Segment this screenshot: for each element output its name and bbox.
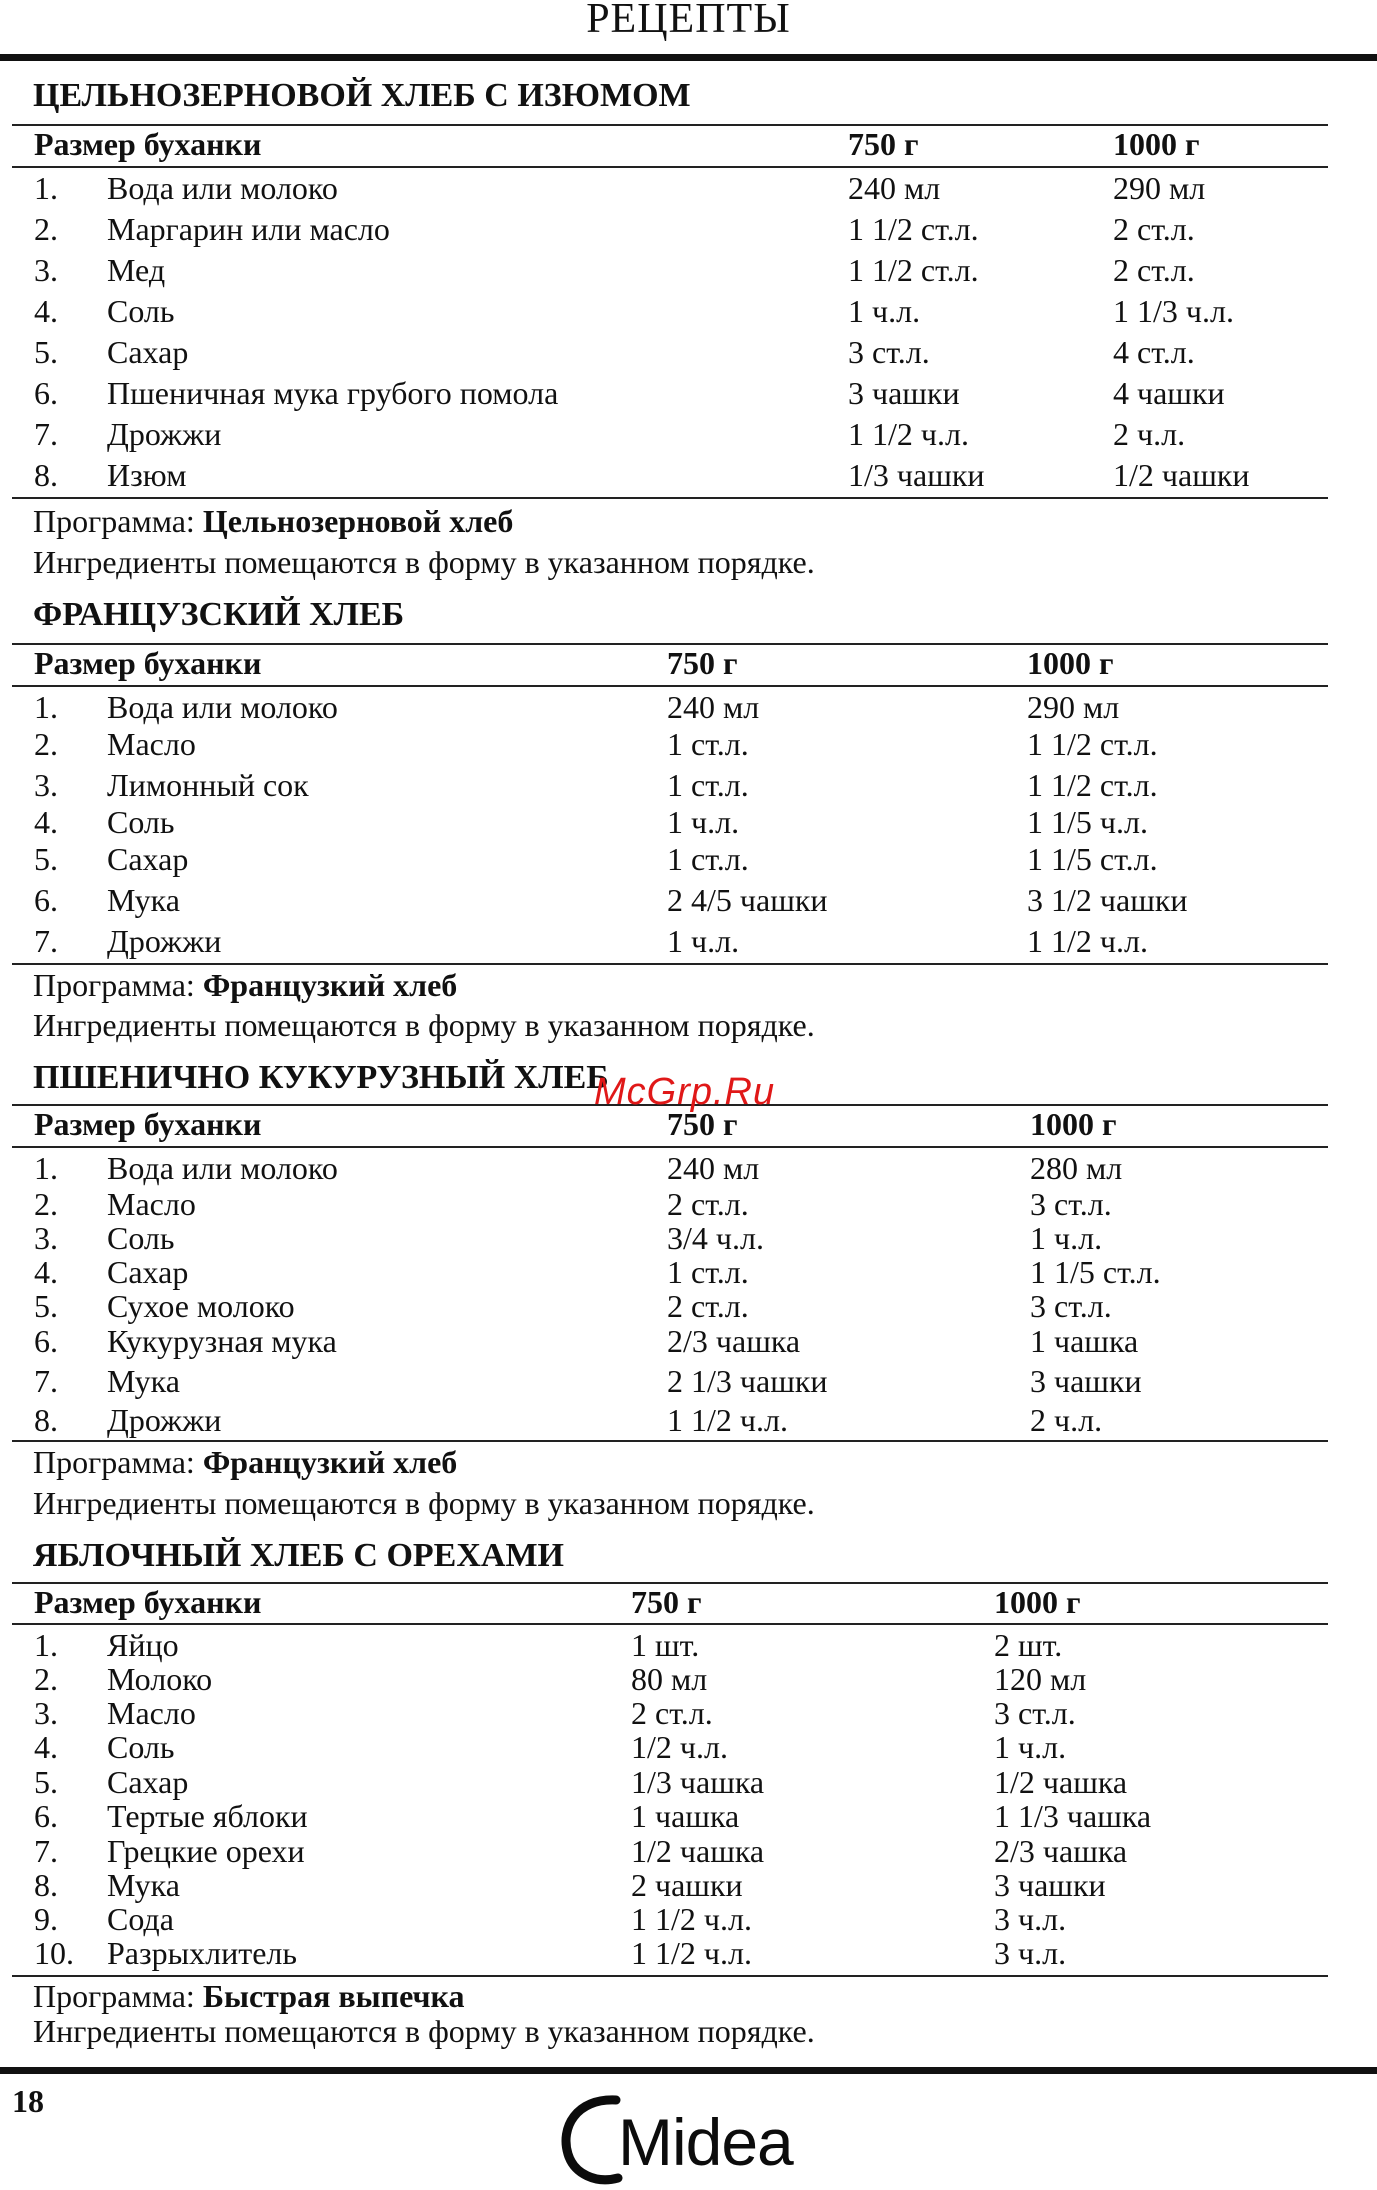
ingredient-name: Масло xyxy=(107,726,196,762)
ingredient-number: 7. xyxy=(34,923,58,959)
ingredient-name: Тертые яблоки xyxy=(107,1798,308,1834)
header-1000g: 1000 г xyxy=(1113,126,1200,162)
header-size-label: Размер буханки xyxy=(34,126,262,162)
ingredient-row xyxy=(0,1150,1377,1186)
amount-1000g: 2 шт. xyxy=(994,1627,1063,1663)
ingredient-row xyxy=(0,416,1377,452)
amount-1000g: 1 1/5 ст.л. xyxy=(1030,1254,1161,1290)
ingredients-note: Ингредиенты помещаются в форму в указанном порядке. xyxy=(33,1007,815,1043)
ingredient-number: 1. xyxy=(34,1150,58,1186)
ingredient-name: Дрожжи xyxy=(107,1402,222,1438)
table-rule xyxy=(12,1440,1328,1442)
ingredient-name: Сухое молоко xyxy=(107,1288,295,1324)
recipe-title: ЦЕЛЬНОЗЕРНОВОЙ ХЛЕБ С ИЗЮМОМ xyxy=(33,77,691,114)
ingredient-row xyxy=(0,211,1377,247)
ingredient-name: Масло xyxy=(107,1695,196,1731)
recipe-title: ЯБЛОЧНЫЙ ХЛЕБ С ОРЕХАМИ xyxy=(33,1537,564,1574)
ingredient-name: Лимонный сок xyxy=(107,767,309,803)
amount-1000g: 120 мл xyxy=(994,1661,1087,1697)
ingredient-row xyxy=(0,1186,1377,1222)
header-750g: 750 г xyxy=(667,645,738,681)
amount-1000g: 3 ст.л. xyxy=(994,1695,1076,1731)
amount-1000g: 2 ст.л. xyxy=(1113,211,1195,247)
ingredient-row xyxy=(0,726,1377,762)
ingredient-number: 5. xyxy=(34,334,58,370)
program-label: Программа: xyxy=(33,967,195,1003)
bottom-divider xyxy=(0,2067,1377,2074)
ingredient-row xyxy=(0,334,1377,370)
ingredient-name: Соль xyxy=(107,804,175,840)
ingredient-number: 3. xyxy=(34,252,58,288)
recipe-title: ФРАНЦУЗСКИЙ ХЛЕБ xyxy=(33,596,405,633)
ingredient-name: Вода или молоко xyxy=(107,689,338,725)
program-line xyxy=(33,966,457,1004)
ingredient-name: Дрожжи xyxy=(107,416,222,452)
ingredient-row xyxy=(0,1729,1377,1765)
ingredient-number: 8. xyxy=(34,1402,58,1438)
program-name: Французкий хлеб xyxy=(202,1444,458,1480)
amount-1000g: 4 ст.л. xyxy=(1113,334,1195,370)
table-rule xyxy=(12,166,1328,168)
ingredient-number: 5. xyxy=(34,1288,58,1324)
ingredient-row xyxy=(0,1363,1377,1399)
ingredient-name: Сахар xyxy=(107,334,189,370)
ingredient-row xyxy=(0,882,1377,918)
header-size-label: Размер буханки xyxy=(34,645,262,681)
ingredient-number: 10. xyxy=(34,1935,74,1971)
ingredient-name: Грецкие орехи xyxy=(107,1833,305,1869)
ingredient-number: 3. xyxy=(34,1695,58,1731)
amount-1000g: 3 ст.л. xyxy=(1030,1288,1112,1324)
amount-1000g: 2 ст.л. xyxy=(1113,252,1195,288)
amount-1000g: 1/2 чашка xyxy=(994,1764,1128,1800)
ingredient-number: 6. xyxy=(34,882,58,918)
midea-logo xyxy=(556,2088,816,2188)
table-rule xyxy=(12,1146,1328,1148)
ingredient-number: 8. xyxy=(34,457,58,493)
ingredient-name: Вода или молоко xyxy=(107,170,338,206)
ingredient-number: 6. xyxy=(34,1323,58,1359)
ingredient-row xyxy=(0,841,1377,877)
header-750g: 750 г xyxy=(667,1106,738,1142)
ingredient-row xyxy=(0,804,1377,840)
amount-750g: 1 1/2 ч.л. xyxy=(631,1901,752,1937)
ingredient-name: Кукурузная мука xyxy=(107,1323,337,1359)
amount-1000g: 2 ч.л. xyxy=(1030,1402,1103,1438)
ingredient-row xyxy=(0,1867,1377,1903)
amount-750g: 1/3 чашки xyxy=(848,457,985,493)
ingredient-number: 1. xyxy=(34,170,58,206)
ingredient-number: 1. xyxy=(34,1627,58,1663)
ingredient-row xyxy=(0,1323,1377,1359)
ingredient-row xyxy=(0,1254,1377,1290)
amount-750g: 2 1/3 чашки xyxy=(667,1363,828,1399)
table-rule xyxy=(12,685,1328,687)
amount-1000g: 1 ч.л. xyxy=(1030,1220,1103,1256)
amount-1000g: 3 ч.л. xyxy=(994,1901,1067,1937)
ingredient-row xyxy=(0,375,1377,411)
header-size-label: Размер буханки xyxy=(34,1584,262,1620)
ingredient-number: 2. xyxy=(34,1186,58,1222)
ingredient-number: 7. xyxy=(34,416,58,452)
ingredients-note: Ингредиенты помещаются в форму в указанном порядке. xyxy=(33,544,815,580)
amount-750g: 1 чашка xyxy=(631,1798,740,1834)
ingredient-row xyxy=(0,689,1377,725)
ingredient-name: Мука xyxy=(107,1867,180,1903)
ingredient-row xyxy=(0,1833,1377,1869)
program-name: Быстрая выпечка xyxy=(202,1978,465,2014)
amount-1000g: 3 1/2 чашки xyxy=(1027,882,1188,918)
ingredients-note: Ингредиенты помещаются в форму в указанном порядке. xyxy=(33,1485,815,1521)
recipe-title: ПШЕНИЧНО КУКУРУЗНЫЙ ХЛЕБ xyxy=(33,1059,609,1096)
amount-750g: 1 ст.л. xyxy=(667,1254,749,1290)
amount-750g: 1 ст.л. xyxy=(667,767,749,803)
amount-750g: 1 ст.л. xyxy=(667,726,749,762)
amount-750g: 1 ч.л. xyxy=(667,923,740,959)
amount-750g: 2 4/5 чашки xyxy=(667,882,828,918)
ingredient-name: Сахар xyxy=(107,1764,189,1800)
ingredient-number: 2. xyxy=(34,726,58,762)
ingredients-note: Ингредиенты помещаются в форму в указанном порядке. xyxy=(33,2013,815,2049)
ingredient-row xyxy=(0,293,1377,329)
ingredient-number: 7. xyxy=(34,1363,58,1399)
amount-1000g: 1 чашка xyxy=(1030,1323,1139,1359)
ingredient-row xyxy=(0,1627,1377,1663)
amount-1000g: 1 1/5 ч.л. xyxy=(1027,804,1148,840)
ingredient-name: Вода или молоко xyxy=(107,1150,338,1186)
ingredient-number: 9. xyxy=(34,1901,58,1937)
ingredient-number: 4. xyxy=(34,293,58,329)
amount-750g: 2/3 чашка xyxy=(667,1323,801,1359)
header-1000g: 1000 г xyxy=(994,1584,1081,1620)
amount-1000g: 1 1/3 чашка xyxy=(994,1798,1152,1834)
amount-750g: 1 1/2 ст.л. xyxy=(848,211,979,247)
amount-750g: 2 чашки xyxy=(631,1867,743,1903)
amount-1000g: 290 мл xyxy=(1027,689,1120,725)
ingredient-row xyxy=(0,170,1377,206)
ingredient-number: 6. xyxy=(34,1798,58,1834)
ingredient-name: Мука xyxy=(107,1363,180,1399)
amount-1000g: 3 чашки xyxy=(1030,1363,1142,1399)
amount-750g: 1/3 чашка xyxy=(631,1764,765,1800)
amount-750g: 1 1/2 ст.л. xyxy=(848,252,979,288)
ingredient-number: 8. xyxy=(34,1867,58,1903)
ingredient-number: 3. xyxy=(34,1220,58,1256)
amount-750g: 1 1/2 ч.л. xyxy=(667,1402,788,1438)
amount-750g: 240 мл xyxy=(848,170,941,206)
amount-1000g: 2/3 чашка xyxy=(994,1833,1128,1869)
ingredient-row xyxy=(0,1402,1377,1438)
ingredient-row xyxy=(0,1661,1377,1697)
amount-750g: 1/2 ч.л. xyxy=(631,1729,728,1765)
program-name: Французкий хлеб xyxy=(202,967,458,1003)
ingredient-row xyxy=(0,923,1377,959)
amount-750g: 2 ст.л. xyxy=(631,1695,713,1731)
ingredient-name: Сахар xyxy=(107,841,189,877)
ingredient-row xyxy=(0,1764,1377,1800)
amount-750g: 240 мл xyxy=(667,689,760,725)
header-750g: 750 г xyxy=(848,126,919,162)
ingredient-name: Разрыхлитель xyxy=(107,1935,297,1971)
ingredient-number: 3. xyxy=(34,767,58,803)
amount-1000g: 1 1/2 ст.л. xyxy=(1027,767,1158,803)
amount-750g: 2 ст.л. xyxy=(667,1186,749,1222)
amount-1000g: 3 чашки xyxy=(994,1867,1106,1903)
amount-1000g: 1 1/2 ст.л. xyxy=(1027,726,1158,762)
ingredient-name: Молоко xyxy=(107,1661,213,1697)
ingredient-number: 4. xyxy=(34,804,58,840)
ingredient-row xyxy=(0,1288,1377,1324)
amount-1000g: 290 мл xyxy=(1113,170,1206,206)
amount-1000g: 2 ч.л. xyxy=(1113,416,1186,452)
amount-750g: 3 ст.л. xyxy=(848,334,930,370)
ingredient-name: Сахар xyxy=(107,1254,189,1290)
ingredient-name: Пшеничная мука грубого помола xyxy=(107,375,559,411)
ingredient-number: 2. xyxy=(34,211,58,247)
ingredient-name: Соль xyxy=(107,293,175,329)
amount-750g: 1 1/2 ч.л. xyxy=(631,1935,752,1971)
amount-750g: 3/4 ч.л. xyxy=(667,1220,764,1256)
page-title: РЕЦЕПТЫ xyxy=(586,0,791,42)
program-line xyxy=(33,1443,457,1481)
ingredient-row xyxy=(0,252,1377,288)
table-rule xyxy=(12,1623,1328,1625)
ingredient-number: 2. xyxy=(34,1661,58,1697)
header-750g: 750 г xyxy=(631,1584,702,1620)
amount-1000g: 3 ч.л. xyxy=(994,1935,1067,1971)
watermark: McGrp.Ru xyxy=(594,1071,776,1113)
amount-1000g: 1 1/2 ч.л. xyxy=(1027,923,1148,959)
ingredient-name: Соль xyxy=(107,1729,175,1765)
ingredient-name: Масло xyxy=(107,1186,196,1222)
header-1000g: 1000 г xyxy=(1030,1106,1117,1142)
ingredient-name: Дрожжи xyxy=(107,923,222,959)
amount-1000g: 1/2 чашки xyxy=(1113,457,1250,493)
amount-1000g: 3 ст.л. xyxy=(1030,1186,1112,1222)
program-label: Программа: xyxy=(33,1444,195,1480)
amount-750g: 1 шт. xyxy=(631,1627,700,1663)
amount-750g: 1/2 чашка xyxy=(631,1833,765,1869)
ingredient-row xyxy=(0,1935,1377,1971)
ingredient-row xyxy=(0,1220,1377,1256)
ingredient-number: 4. xyxy=(34,1729,58,1765)
amount-1000g: 280 мл xyxy=(1030,1150,1123,1186)
header-size-label: Размер буханки xyxy=(34,1106,262,1142)
ingredient-name: Изюм xyxy=(107,457,187,493)
logo-wordmark: Midea xyxy=(618,2105,793,2179)
amount-750g: 240 мл xyxy=(667,1150,760,1186)
program-label: Программа: xyxy=(33,1978,195,2014)
ingredient-name: Мед xyxy=(107,252,166,288)
program-name: Цельнозерновой хлеб xyxy=(202,503,514,539)
ingredient-row xyxy=(0,767,1377,803)
ingredient-number: 1. xyxy=(34,689,58,725)
amount-750g: 1 ч.л. xyxy=(667,804,740,840)
ingredient-number: 5. xyxy=(34,1764,58,1800)
program-line xyxy=(33,1977,464,2015)
ingredient-number: 6. xyxy=(34,375,58,411)
ingredient-row xyxy=(0,457,1377,493)
ingredient-number: 5. xyxy=(34,841,58,877)
ingredient-row xyxy=(0,1798,1377,1834)
amount-1000g: 4 чашки xyxy=(1113,375,1225,411)
header-1000g: 1000 г xyxy=(1027,645,1114,681)
amount-750g: 1 ч.л. xyxy=(848,293,921,329)
top-divider xyxy=(0,54,1377,61)
ingredient-row xyxy=(0,1695,1377,1731)
ingredient-row xyxy=(0,1901,1377,1937)
ingredient-name: Соль xyxy=(107,1220,175,1256)
ingredient-name: Сода xyxy=(107,1901,174,1937)
program-line xyxy=(33,502,513,540)
amount-1000g: 1 1/3 ч.л. xyxy=(1113,293,1234,329)
ingredient-number: 4. xyxy=(34,1254,58,1290)
ingredient-name: Мука xyxy=(107,882,180,918)
amount-750g: 3 чашки xyxy=(848,375,960,411)
ingredient-name: Яйцо xyxy=(107,1627,179,1663)
ingredient-number: 7. xyxy=(34,1833,58,1869)
page-number: 18 xyxy=(12,2083,44,2119)
table-rule xyxy=(12,963,1328,965)
ingredient-name: Маргарин или масло xyxy=(107,211,390,247)
table-rule xyxy=(12,497,1328,499)
program-label: Программа: xyxy=(33,503,195,539)
amount-750g: 1 ст.л. xyxy=(667,841,749,877)
amount-1000g: 1 1/5 ст.л. xyxy=(1027,841,1158,877)
amount-750g: 2 ст.л. xyxy=(667,1288,749,1324)
amount-750g: 1 1/2 ч.л. xyxy=(848,416,969,452)
amount-750g: 80 мл xyxy=(631,1661,708,1697)
amount-1000g: 1 ч.л. xyxy=(994,1729,1067,1765)
